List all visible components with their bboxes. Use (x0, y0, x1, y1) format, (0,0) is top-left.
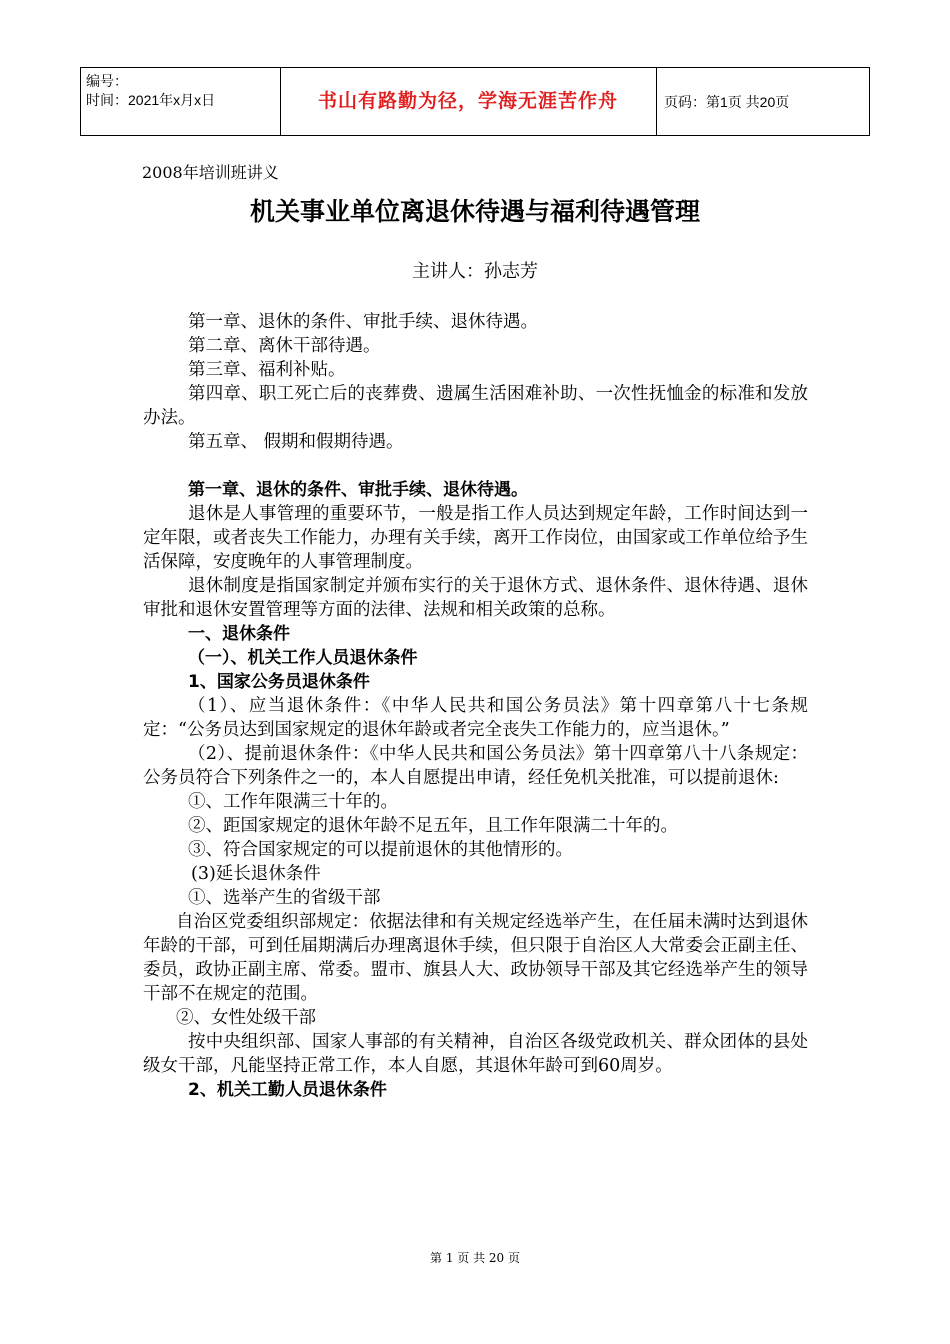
paragraph: (3)延长退休条件 (191, 864, 321, 884)
item-heading: 2、机关工勤人员退休条件 (188, 1080, 387, 1100)
number-label: 编号： (86, 73, 128, 89)
paragraph: 自治区党委组织部规定：依据法律和有关规定经选举产生，在任届未满时达到退休年龄的干部，可到任届期满后办理离退休手续，但只限于自治区人大常委会正副主任、委员，政协正副主席、常委。盟市、旗县人大、政协领导干部及其它经选举产生的领导干部不在规定的范围。 (143, 912, 808, 1004)
toc-item: 第五章、 假期和假期待遇。 (188, 432, 404, 452)
header-divider (80, 67, 81, 135)
paragraph: 退休是人事管理的重要环节，一般是指工作人员达到规定年龄，工作时间达到一定年限，或者丧失工作能力，办理有关手续，离开工作岗位，由国家或工作单位给予生活保障，安度晚年的人事管理制度。 (143, 504, 808, 572)
list-item: ①、选举产生的省级干部 (188, 888, 381, 908)
toc-item: 第四章、职工死亡后的丧葬费、遗属生活困难补助、一次性抚恤金的标准和发放办法。 (143, 384, 808, 428)
paragraph: 退休制度是指国家制定并颁布实行的关于退休方式、退休条件、退休待遇、退休审批和退休安置管理等方面的法律、法规和相关政策的总称。 (143, 576, 808, 620)
document-body (143, 310, 808, 1102)
header-bottom-rule (80, 135, 870, 136)
toc-item: 第二章、离休干部待遇。 (188, 336, 381, 356)
section-heading: 一、退休条件 (188, 624, 290, 644)
paragraph: 按中央组织部、国家人事部的有关精神，自治区各级党政机关、群众团体的县处级女干部，凡能坚持正常工作，本人自愿，其退休年龄可到60周岁。 (143, 1032, 808, 1076)
list-item: ②、距国家规定的退休年龄不足五年，且工作年限满二十年的。 (188, 816, 678, 836)
doc-author: 主讲人：孙志芳 (412, 261, 538, 282)
item-heading: 1、国家公务员退休条件 (188, 672, 370, 692)
toc-item: 第一章、退休的条件、审批手续、退休待遇。 (188, 312, 538, 332)
date-label: 时间：2021年x月x日 (86, 92, 216, 108)
header-top-rule (80, 67, 870, 68)
list-item: ③、符合国家规定的可以提前退休的其他情形的。 (188, 840, 573, 860)
list-item: ②、女性处级干部 (176, 1008, 316, 1028)
chapter-heading: 第一章、退休的条件、审批手续、退休待遇。 (188, 480, 528, 500)
header-page-info: 页码：第1页 共20页 (664, 94, 790, 110)
doc-label: 2008年培训班讲义 (142, 163, 279, 182)
header-divider (869, 67, 870, 135)
toc-item: 第三章、福利补贴。 (188, 360, 346, 380)
header-meta (86, 72, 276, 110)
list-item: ①、工作年限满三十年的。 (188, 792, 398, 812)
header-divider (656, 67, 657, 135)
paragraph: （2）、提前退休条件：《中华人民共和国公务员法》第十四章第八十八条规定：公务员符合下列条件之一的，本人自愿提出申请，经任免机关批准，可以提前退休: (143, 744, 808, 788)
page-footer: 第 1 页 共 20 页 (430, 1251, 520, 1265)
header-motto: 书山有路勤为径，学海无涯苦作舟 (317, 91, 618, 112)
paragraph: （1）、应当退休条件：《中华人民共和国公务员法》第十四章第八十七条规定：“公务员达到国家规定的退休年龄或者完全丧失工作能力的，应当退休。” (143, 696, 808, 740)
doc-title: 机关事业单位离退休待遇与福利待遇管理 (249, 197, 700, 226)
subsection-heading: （一）、机关工作人员退休条件 (188, 648, 418, 668)
